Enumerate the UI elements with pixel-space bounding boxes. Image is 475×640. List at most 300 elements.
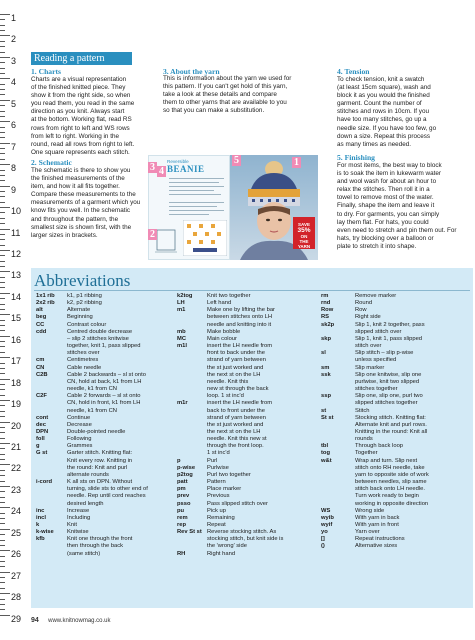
abbreviation-row	[321, 486, 471, 493]
abbreviation-definition: insert the LH needle from	[207, 343, 273, 350]
abbreviation-row	[36, 443, 174, 450]
abbreviation-definition: Slip stitch – slip p-wise	[355, 350, 414, 357]
abbreviation-definition: Knit	[67, 522, 77, 528]
abbreviation-row	[36, 300, 174, 307]
abbreviation-term: tog	[321, 450, 331, 457]
text-line: and throughout the pattern, the	[31, 215, 119, 223]
text-line	[169, 214, 209, 215]
abbreviation-term: MC	[177, 335, 187, 342]
schematic-body	[31, 167, 151, 240]
text-line: block it as you would the finished	[337, 92, 430, 100]
abbreviation-row	[36, 393, 174, 400]
ruler-tick	[0, 164, 10, 165]
ruler-minor-tick	[0, 352, 5, 353]
text-line: the finished measurements of the	[31, 175, 125, 183]
text-line: stitches and rows in 10cm. If you	[337, 108, 430, 116]
ruler-minor-tick	[0, 153, 5, 154]
callout-2: 2	[150, 229, 155, 240]
ruler-minor-tick	[0, 405, 5, 406]
abbreviation-term: rm	[321, 293, 329, 299]
abbreviation-term: psso	[177, 500, 191, 507]
ruler-minor-tick	[0, 175, 5, 176]
ruler-minor-tick	[0, 68, 5, 69]
abbreviation-row	[36, 365, 174, 372]
abbreviation-definition: Slip 1, knit 1, pass slipped	[355, 335, 423, 342]
abbreviation-row	[36, 408, 174, 415]
ruler-number: 2	[11, 34, 17, 45]
abbreviation-row	[36, 400, 174, 407]
abbreviation-term	[177, 408, 207, 415]
abbreviation-definition: new st through the back	[207, 386, 269, 393]
ruler-number: 9	[11, 184, 17, 195]
abbreviation-definition: the st just worked and	[207, 421, 264, 428]
text-line: plate to stretch it into shape.	[337, 242, 417, 250]
abbreviation-row	[36, 501, 174, 508]
ruler-minor-tick	[0, 137, 5, 138]
abbreviation-row	[321, 336, 471, 343]
abbreviation-term: C2F	[36, 393, 47, 400]
abbreviation-row	[36, 386, 174, 393]
ruler-minor-tick	[0, 330, 5, 331]
abbreviation-term	[321, 429, 355, 436]
abbreviation-term: Rev St st	[177, 529, 202, 536]
abbreviation-definition: Purl two together	[207, 471, 251, 478]
abbreviation-definition: Knitting in the round: Knit all	[355, 428, 428, 435]
abbreviation-definition: Centred double decrease	[67, 328, 133, 335]
abbreviation-term	[321, 501, 355, 508]
abbreviation-term: yo	[321, 529, 328, 536]
page-ruler	[0, 0, 30, 640]
abbreviation-row	[177, 486, 319, 493]
abbreviation-term	[177, 536, 207, 543]
abbreviation-row	[177, 386, 319, 393]
ruler-minor-tick	[0, 159, 5, 160]
abbreviation-row	[321, 501, 471, 508]
ruler-minor-tick	[0, 497, 5, 498]
text-line: them to other yarns that are available to you	[163, 99, 287, 107]
abbreviation-term	[36, 379, 67, 386]
text-line	[169, 182, 219, 183]
abbreviation-row	[177, 465, 319, 472]
schematic-heading: 2. Schematic	[31, 158, 72, 167]
abbreviation-term	[36, 336, 67, 343]
abbreviation-definition: strand of yarn between	[207, 414, 266, 421]
abbreviation-term: 2x2 rib	[36, 300, 55, 307]
abbreviation-definition: Make one by lifting the bar	[207, 307, 275, 314]
ruler-minor-tick	[0, 599, 5, 600]
abbreviation-definition: Left hand	[207, 300, 232, 307]
abbreviation-row	[36, 465, 174, 472]
abbreviation-term: []	[321, 536, 325, 543]
ruler-minor-tick	[0, 255, 5, 256]
abbreviation-definition: Yarn over	[355, 529, 380, 536]
abbreviation-definition: Row	[355, 307, 367, 314]
ruler-minor-tick	[0, 561, 5, 562]
abbreviation-row	[177, 529, 319, 536]
abbreviation-term: C2B	[36, 371, 48, 378]
ruler-tick	[0, 336, 10, 337]
ruler-tick	[0, 486, 10, 487]
abbreviation-term: G st	[36, 450, 48, 457]
abbreviation-row	[177, 543, 319, 550]
text-line: to dry. For garments, you can simply	[337, 210, 440, 218]
abbreviation-row	[321, 408, 471, 415]
abbreviation-row	[321, 293, 471, 300]
abbreviation-row	[177, 357, 319, 364]
finishing-body	[337, 162, 475, 251]
sale-line: 35%	[297, 227, 311, 234]
text-line: For most items, the best way to block	[337, 162, 442, 169]
abbreviation-term	[177, 372, 207, 379]
abbreviation-row	[177, 365, 319, 372]
abbreviation-row	[321, 543, 471, 550]
abbreviation-term: k-wise	[36, 529, 54, 536]
charts-heading: 1. Charts	[31, 67, 61, 76]
abbreviation-term	[36, 543, 67, 550]
abbreviation-row	[177, 293, 319, 300]
ruler-minor-tick	[0, 609, 5, 610]
ruler-tick	[0, 186, 10, 187]
abbreviation-term	[177, 350, 207, 357]
abbreviation-definition: Previous	[207, 493, 230, 500]
ruler-minor-tick	[0, 89, 5, 90]
ruler-minor-tick	[0, 604, 5, 605]
ruler-minor-tick	[0, 395, 5, 396]
abbreviation-definition: stitches together	[355, 386, 398, 393]
abbreviation-term	[321, 386, 355, 393]
ruler-tick	[0, 550, 10, 551]
ruler-tick	[0, 379, 10, 380]
ruler-minor-tick	[0, 540, 5, 541]
text-line: is to soak the item in lukewarm water	[337, 170, 442, 178]
abbreviation-row	[177, 458, 319, 465]
ruler-number: 19	[11, 399, 22, 410]
abbreviation-definition: Repeat instructions	[355, 536, 405, 543]
abbreviation-term	[177, 393, 207, 400]
ruler-number: 27	[11, 570, 22, 581]
abbreviation-term	[36, 472, 67, 479]
ruler-number: 7	[11, 141, 17, 152]
tension-heading: 4. Tension	[337, 67, 370, 76]
abbreviation-definition: Cable needle	[67, 364, 102, 371]
text-line: you read them, you read in the same	[31, 100, 135, 108]
text-line: from left to right. Working in the	[31, 132, 120, 140]
sale-line: ON	[300, 234, 308, 239]
abbreviation-definition: Remove marker	[355, 293, 397, 299]
abbreviation-definition: front to back under the	[207, 350, 266, 357]
abbreviation-row	[177, 429, 319, 436]
ruler-tick	[0, 357, 10, 358]
abbreviation-term: ssp	[321, 393, 331, 400]
ruler-number: 18	[11, 377, 22, 388]
ruler-minor-tick	[0, 545, 5, 546]
abbreviation-row	[177, 515, 319, 522]
abbreviation-definition: back to front under the	[207, 407, 266, 414]
abbreviation-row	[177, 322, 319, 329]
text-line: One square represents each stitch.	[31, 148, 130, 156]
abbreviation-term	[177, 415, 207, 422]
text-line: smallest size is shown first, with the	[31, 223, 132, 231]
ruler-minor-tick	[0, 432, 5, 433]
text-line	[169, 178, 224, 179]
ruler-minor-tick	[0, 148, 5, 149]
abbreviation-row	[321, 536, 471, 543]
ruler-number: 5	[11, 98, 17, 109]
ruler-minor-tick	[0, 448, 5, 449]
ruler-minor-tick	[0, 518, 5, 519]
abbreviation-row	[321, 322, 471, 329]
abbreviation-definition: k2, p2 ribbing	[67, 300, 102, 307]
abbreviation-definition: Purlwise	[207, 464, 229, 471]
ruler-tick	[0, 507, 10, 508]
abbreviation-definition: Slip one knitwise, slip one	[355, 371, 422, 378]
pattern-page-illustration	[148, 155, 318, 260]
abbreviation-definition: stitches over	[67, 350, 100, 357]
abbreviation-term: inc	[36, 507, 45, 514]
abbreviation-definition: Place marker	[207, 486, 242, 493]
ruler-tick	[0, 529, 10, 530]
sale-line: THE	[299, 239, 309, 244]
abbreviation-term	[321, 465, 355, 472]
abbreviation-term: skp	[321, 335, 331, 342]
abbreviation-term	[36, 343, 67, 350]
abbreviation-term: w&t	[321, 457, 332, 464]
abbreviation-term: CC	[36, 321, 45, 328]
ruler-number: 6	[11, 120, 17, 131]
abbreviation-term	[177, 450, 207, 457]
abbreviation-term	[36, 408, 67, 415]
abbreviation-term	[321, 493, 355, 500]
abbreviation-term	[177, 386, 207, 393]
text-line	[169, 186, 224, 187]
abbreviation-term	[321, 422, 355, 429]
ruler-minor-tick	[0, 277, 5, 278]
abbreviation-row	[321, 357, 471, 364]
abbreviation-row	[177, 343, 319, 350]
ruler-minor-tick	[0, 427, 5, 428]
ruler-minor-tick	[0, 454, 5, 455]
ruler-minor-tick	[0, 459, 5, 460]
abbreviation-definition: Repeat	[207, 522, 226, 528]
ruler-number: 16	[11, 334, 22, 345]
abbreviation-row	[177, 493, 319, 500]
abbreviation-definition: yarn to opposite side of work	[355, 471, 429, 478]
abbreviation-term: dec	[36, 421, 46, 428]
ruler-tick	[0, 207, 10, 208]
pattern-title: BEANIE	[167, 164, 205, 174]
pattern-kicker: Reversible	[167, 159, 189, 164]
abbreviation-row	[36, 479, 174, 486]
abbreviation-definition: the 'wrong' side	[207, 543, 247, 550]
callout-4: 4	[159, 166, 164, 177]
ruler-minor-tick	[0, 416, 5, 417]
abbreviation-row	[177, 551, 319, 558]
callout-1: 1	[294, 157, 299, 168]
mini-chart-graphic	[183, 220, 227, 256]
abbreviations-title: Abbreviations	[34, 271, 131, 290]
abbreviation-definition: k1, p1 ribbing	[67, 293, 102, 299]
text-line: Finally, shape the item and leave it	[337, 202, 435, 210]
abbreviations-panel	[31, 268, 473, 608]
ruler-number: 3	[11, 55, 17, 66]
abbreviation-row	[177, 508, 319, 515]
abbreviation-definition: Cable 2 backwards – sl st onto	[67, 371, 146, 378]
abbreviation-term: RH	[177, 550, 186, 557]
text-line: hats, try blocking over a balloon or	[337, 234, 434, 242]
ruler-number: 14	[11, 291, 22, 302]
ruler-minor-tick	[0, 304, 5, 305]
text-line: even need to stretch and pin them out. For	[337, 226, 457, 234]
abbreviation-row	[321, 393, 471, 400]
ruler-number: 8	[11, 163, 17, 174]
ruler-minor-tick	[0, 223, 5, 224]
ruler-minor-tick	[0, 180, 5, 181]
abbreviation-definition: Double-pointed needle	[67, 428, 126, 435]
text-line: relax the stitches. Then roll it in a	[337, 186, 430, 194]
text-line: This is information about the yarn we used for	[163, 75, 292, 82]
ruler-tick	[0, 615, 10, 616]
abbreviation-definition: the next st on the LH	[207, 428, 261, 435]
ruler-minor-tick	[0, 30, 5, 31]
ruler-tick	[0, 400, 10, 401]
abbreviation-term: k2tog	[177, 293, 193, 299]
ruler-minor-tick	[0, 534, 5, 535]
abbreviation-row	[36, 314, 174, 321]
text-line	[169, 190, 214, 191]
ruler-minor-tick	[0, 502, 5, 503]
ruler-minor-tick	[0, 105, 5, 106]
text-line: of the finished knitted piece. They	[31, 84, 126, 92]
text-line: round, read all rows from right to left.	[31, 140, 135, 148]
abbreviation-definition: Knitwise	[67, 529, 89, 536]
abbreviation-row	[36, 357, 174, 364]
abbreviation-row	[177, 307, 319, 314]
text-line: lay them flat. For hats, you could	[337, 218, 429, 226]
abbreviation-row	[36, 436, 174, 443]
abbreviation-definition: Increase	[67, 507, 90, 514]
abbreviation-definition: slipped stitch over	[355, 328, 402, 335]
ruler-minor-tick	[0, 320, 5, 321]
abbreviation-term: alt	[36, 307, 43, 314]
text-line: Compare these measurements to the	[31, 191, 136, 199]
text-line: To check tension, knit a swatch	[337, 76, 425, 83]
footer-url: www.knitnowmag.co.uk	[48, 618, 111, 624]
abbreviation-row	[321, 379, 471, 386]
abbreviation-definition: Main colour	[207, 335, 237, 342]
text-line: and wool wash for about an hour to	[337, 178, 437, 186]
ruler-tick	[0, 121, 10, 122]
abbreviation-term: patt	[177, 479, 188, 486]
abbreviation-term: St st	[321, 414, 334, 421]
abbreviation-row	[177, 422, 319, 429]
abbreviation-definition: unless specified	[355, 357, 397, 364]
abbreviation-row	[321, 443, 471, 450]
abbreviation-term: cm	[36, 357, 45, 364]
abbreviation-definition: Centimetres	[67, 357, 99, 364]
abbreviation-term: sm	[321, 364, 330, 371]
text-line: garment. Count the number of	[337, 100, 422, 108]
abbreviation-term	[177, 422, 207, 429]
abbreviation-definition: Continue	[67, 414, 91, 421]
ruler-minor-tick	[0, 475, 5, 476]
abbreviation-definition: Wrap and turn. Slip next	[355, 457, 418, 464]
abbreviation-definition: working in opposite direction	[355, 500, 429, 507]
abbreviation-definition: Through back loop	[355, 443, 404, 450]
abbreviation-term: k	[36, 522, 40, 528]
abbreviation-definition: needle. Knit this	[207, 378, 249, 385]
abbreviation-row	[177, 400, 319, 407]
abbreviations-divider	[34, 290, 470, 291]
abbreviation-definition: Knit every row. Knitting in	[67, 457, 133, 464]
abbreviation-term	[36, 400, 67, 407]
ruler-tick	[0, 78, 10, 79]
ruler-minor-tick	[0, 491, 5, 492]
ruler-minor-tick	[0, 127, 5, 128]
abbreviation-definition: CN, hold in front, k1 from LH	[67, 400, 141, 407]
ruler-minor-tick	[0, 218, 5, 219]
abbreviation-row	[36, 322, 174, 329]
ruler-minor-tick	[0, 481, 5, 482]
text-line: rows from right to left and WS rows	[31, 124, 130, 132]
finishing-heading: 5. Finishing	[337, 153, 375, 162]
ruler-minor-tick	[0, 62, 5, 63]
ruler-minor-tick	[0, 196, 5, 197]
abbreviation-term: beg	[36, 314, 47, 321]
ruler-tick	[0, 57, 10, 58]
abbreviation-term: RS	[321, 314, 330, 321]
abbreviation-row	[177, 379, 319, 386]
ruler-minor-tick	[0, 111, 5, 112]
ruler-minor-tick	[0, 41, 5, 42]
abbreviation-term	[177, 379, 207, 386]
abbreviation-definition: Decrease	[67, 421, 92, 428]
sale-line: YARN	[297, 244, 311, 249]
abbreviation-definition: between stitches onto LH	[207, 314, 273, 321]
callout-5: 5	[234, 155, 239, 166]
abbreviation-definition: alternate rounds	[67, 471, 109, 478]
abbreviation-definition: K all sts on DPN. Without	[67, 479, 133, 486]
abbreviation-row	[36, 307, 174, 314]
abbreviation-definition: Beginning	[67, 314, 93, 321]
ruler-number: 10	[11, 206, 22, 217]
ruler-minor-tick	[0, 341, 5, 342]
abbreviation-row	[321, 515, 471, 522]
abbreviation-term: DPN	[36, 428, 49, 435]
abbreviation-term: wyib	[321, 514, 334, 521]
abbreviation-row	[177, 479, 319, 486]
ruler-minor-tick	[0, 25, 5, 26]
abbreviation-definition: turning, slide sts to other end of	[67, 486, 148, 493]
abbreviation-definition: between needles, slip same	[355, 479, 427, 486]
page-title: Reading a pattern	[31, 52, 132, 65]
abbreviation-term	[321, 379, 355, 386]
text-line: larger sizes in brackets.	[31, 231, 98, 239]
abbreviation-row	[36, 458, 174, 465]
abbreviation-row	[321, 329, 471, 336]
abbreviation-row	[36, 536, 174, 543]
abbreviation-row	[321, 343, 471, 350]
ruler-tick	[0, 314, 10, 315]
ruler-minor-tick	[0, 588, 5, 589]
abbreviation-term	[177, 314, 207, 321]
abbreviation-term: CN	[36, 364, 45, 371]
abbreviation-definition: CN, hold at back, k1 from LH	[67, 378, 142, 385]
abbreviation-definition: strand of yarn between	[207, 357, 266, 364]
abbreviation-term	[321, 400, 355, 407]
ruler-minor-tick	[0, 191, 5, 192]
abbreviation-definition: (same stitch)	[67, 550, 101, 557]
abbreviation-row	[177, 450, 319, 457]
